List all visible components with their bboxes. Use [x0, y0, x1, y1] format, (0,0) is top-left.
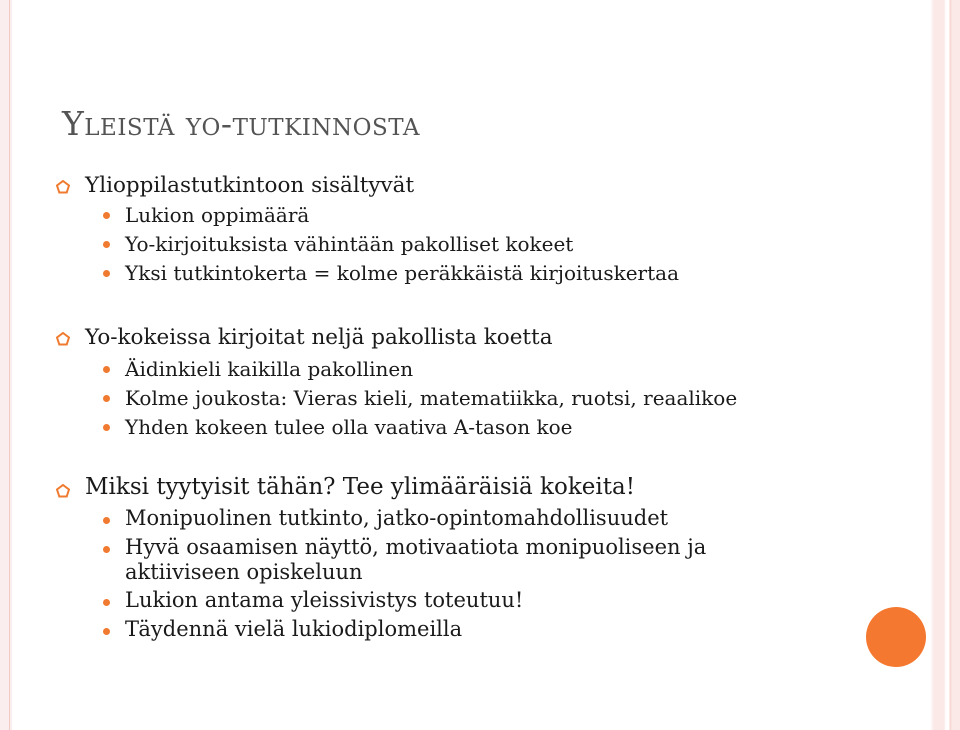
list-item-continuation: aktiiviseen opiskeluun — [125, 560, 363, 584]
section-heading-2: Yo-kokeissa kirjoitat neljä pakollista koetta — [85, 325, 553, 350]
slide-title: Yleistä yo-tutkinnosta — [62, 104, 420, 143]
bullet-dot-icon — [103, 395, 110, 402]
decorative-circle — [866, 607, 926, 667]
list-item: Yo-kirjoituksista vähintään pakolliset kokeet — [125, 232, 574, 256]
bullet-dot-icon — [103, 628, 110, 635]
section-heading-1: Ylioppilastutkintoon sisältyvät — [85, 173, 415, 198]
bullet-dot-icon — [103, 546, 110, 553]
list-item: Monipuolinen tutkinto, jatko-opintomahdollisuudet — [125, 506, 669, 530]
bullet-dot-icon — [103, 517, 110, 524]
pentagon-bullet-icon — [56, 484, 70, 498]
list-item: Lukion antama yleissivistys toteutuu! — [125, 588, 524, 612]
list-item: Kolme joukosta: Vieras kieli, matematiikka, ruotsi, reaalikoe — [125, 386, 738, 410]
list-item: Lukion oppimäärä — [125, 203, 310, 227]
bullet-dot-icon — [103, 212, 110, 219]
list-item: Yhden kokeen tulee olla vaativa A-tason koe — [125, 415, 573, 439]
bullet-dot-icon — [103, 270, 110, 277]
bullet-dot-icon — [103, 241, 110, 248]
bullet-dot-icon — [103, 599, 110, 606]
bullet-dot-icon — [103, 366, 110, 373]
list-item: Äidinkieli kaikilla pakollinen — [125, 357, 414, 381]
list-item: Täydennä vielä lukiodiplomeilla — [125, 617, 463, 641]
left-border-line — [9, 0, 10, 730]
right-border-decoration — [930, 0, 960, 730]
section-heading-3: Miksi tyytyisit tähän? Tee ylimääräisiä kokeita! — [85, 474, 635, 500]
list-item: Yksi tutkintokerta = kolme peräkkäistä kirjoituskertaa — [125, 261, 679, 285]
pentagon-bullet-icon — [56, 332, 70, 346]
list-item: Hyvä osaamisen näyttö, motivaatiota monipuoliseen ja — [125, 535, 707, 559]
pentagon-bullet-icon — [56, 180, 70, 194]
left-border-decoration — [0, 0, 12, 730]
bullet-dot-icon — [103, 424, 110, 431]
